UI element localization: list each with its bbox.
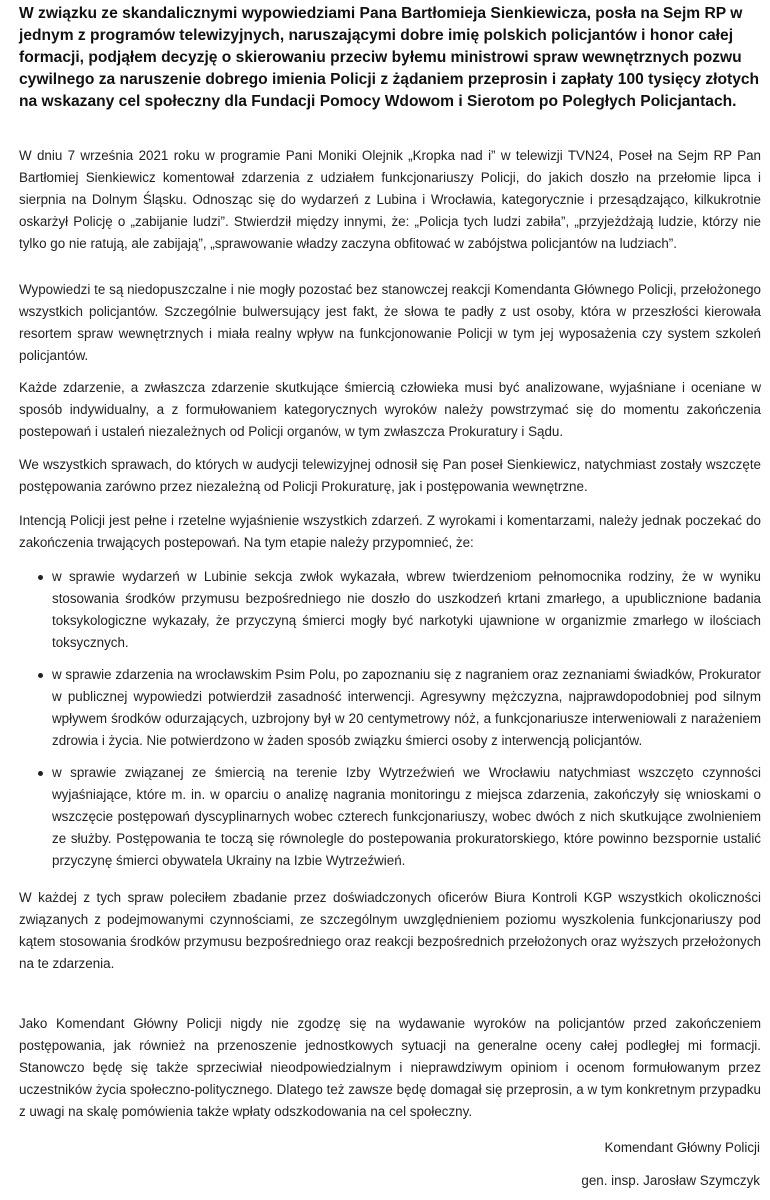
signature-name: gen. insp. Jarosław Szymczyk bbox=[581, 1173, 760, 1188]
paragraph-7: Jako Komendant Główny Policji nigdy nie zgodzę się na wydawanie wyroków na policjantów przed zakończeniem postępowania, jak również na przenoszenie jednostkowych sytuacji na generalne oceny całej podległej mi formacji. Stanowczo będę się także sprzeciwiał nieodpowiedzialnym i nieprawdziwym opiniom i ocenom formułowanym przez uczestników życia społeczno-politycznego. Dlatego też zawsze będę domagał się przeprosin, a w tym konkretnym przypadku z uwagi na skalę pomówienia także wpłaty odszkodowania na cel społeczny. bbox=[19, 1016, 761, 1119]
paragraph-6: W każdej z tych spraw poleciłem zbadanie przez doświadczonych oficerów Biura Kontroli KGP wszystkich okoliczności związanych z podejmowanymi czynnościami, ze szczególnym uwzględnieniem poziomu wyszkolenia funkcjonariuszy pod kątem stosowania środków przymusu bezpośredniego oraz reakcji bezpośrednich przełożonych oraz wyższych przełożonych na te zdarzenia. bbox=[19, 890, 761, 971]
list-item bbox=[19, 762, 761, 872]
list-item-text: w sprawie zdarzenia na wrocławskim Psim Polu, po zapoznaniu się z nagraniem oraz zeznaniami świadków, Prokurator w publicznej wypowiedzi potwierdził zasadność interwencji. Agresywny mężczyzna, najprawdopodobniej pod silnym wpływem środków odurzających, uzbrojony był w 20 centymetrowy nóż, a funkcjonariusze interweniowali z narażeniem zdrowia i życia. Nie potwierdzono w żaden sposób związku śmierci osoby z interwencją policjantów. bbox=[52, 667, 761, 748]
list-item bbox=[19, 566, 761, 654]
bullet-icon bbox=[38, 575, 43, 580]
list-item-text: w sprawie wydarzeń w Lubinie sekcja zwłok wykazała, wbrew twierdzeniom pełnomocnika rodziny, że w wyniku stosowania środków przymusu bezpośredniego nie doszło do uszkodzeń krtani zmarłego, a upublicznione badania toksykologiczne wykazały, że przyczyną śmierci mogły być narkotyki ujawnione w organizmie zmarłego w ilościach toksycznych. bbox=[52, 569, 761, 650]
bullet-icon bbox=[38, 771, 43, 776]
paragraph-3: Każde zdarzenie, a zwłaszcza zdarzenie skutkujące śmiercią człowieka musi być analizowane, wyjaśniane i oceniane w sposób indywidualny, a z formułowaniem kategorycznych wyroków należy powstrzymać się do momentu zakończenia postepowań i ustaleń niezależnych od Policji organów, w tym zwłaszcza Prokuratury i Sądu. bbox=[19, 380, 761, 439]
paragraph-5: Intencją Policji jest pełne i rzetelne wyjaśnienie wszystkich zdarzeń. Z wyrokami i komentarzami, należy jednak poczekać do zakończenia trwających postepowań. Na tym etapie należy przypomnieć, że: bbox=[19, 513, 761, 550]
signature-title: Komendant Główny Policji bbox=[604, 1140, 760, 1155]
list-item-text: w sprawie związanej ze śmiercią na terenie Izby Wytrzeźwień we Wrocławiu natychmiast wszczęto czynności wyjaśniające, które m. in. w oparciu o analizę nagrania monitoringu z miejsca zdarzenia, zakończyły się wnioskami o wszczęcie postępowań dyscyplinarnych wobec czterech funkcjonariuszy, wobec dwóch z nich skutkujące zwolnieniem ze służby. Postępowania te toczą się równolegle do postepowania prokuratorskiego, które powinno bezspornie ustalić przyczynę śmierci obywatela Ukrainy na Izbie Wytrzeźwień. bbox=[52, 765, 761, 868]
paragraph-4: We wszystkich sprawach, do których w audycji telewizyjnej odnosił się Pan poseł Sienkiewicz, natychmiast zostały wszczęte postępowania zarówno przez niezależną od Policji Prokuraturę, jak i postępowania wewnętrzne. bbox=[19, 457, 761, 494]
findings-list bbox=[19, 566, 761, 872]
bullet-icon bbox=[38, 673, 43, 678]
paragraph-1: W dniu 7 września 2021 roku w programie Pani Moniki Olejnik „Kropka nad i” w telewizji TVN24, Poseł na Sejm RP Pan Bartłomiej Sienkiewicz komentował zdarzenia z udziałem funkcjonariuszy Policji, do jakich doszło na przełomie lipca i sierpnia na Dolnym Śląsku. Odnosząc się do wydarzeń z Lubina i Wrocławia, kategorycznie i przesądzająco, kilkukrotnie oskarżył Policję o „zabijanie ludzi”. Stwierdził między innymi, że: „Policja tych ludzi zabiła”, „przyjeżdżają ludzie, którzy nie tylko go nie ratują, ale zabijają”, „sprawowanie władzy zaczyna obfitować w zabójstwa policjantów na ludziach”. bbox=[19, 148, 761, 251]
paragraph-2: Wypowiedzi te są niedopuszczalne i nie mogły pozostać bez stanowczej reakcji Komendanta Głównego Policji, przełożonego wszystkich policjantów. Szczególnie bulwersujący jest fakt, że słowa te padły z ust osoby, która w przeszłości kierowała resortem spraw wewnętrznych i miała realny wpływ na funkcjonowanie Policji w tym jej wyposażenia czy system szkoleń policjantów. bbox=[19, 282, 761, 363]
lead-paragraph: W związku ze skandalicznymi wypowiedziami Pana Bartłomieja Sienkiewicza, posła na Sejm RP w jednym z programów telewizyjnych, naruszającymi dobre imię polskich policjantów i honor całej formacji, podjąłem decyzję o skierowaniu przeciw byłemu ministrowi spraw wewnętrznych pozwu cywilnego za naruszenie dobrego imienia Policji z żądaniem przeprosin i zapłaty 100 tysięcy złotych na wskazany cel społeczny dla Fundacji Pomocy Wdowom i Sierotom po Poległych Policjantach. bbox=[19, 5, 760, 110]
list-item bbox=[19, 664, 761, 752]
